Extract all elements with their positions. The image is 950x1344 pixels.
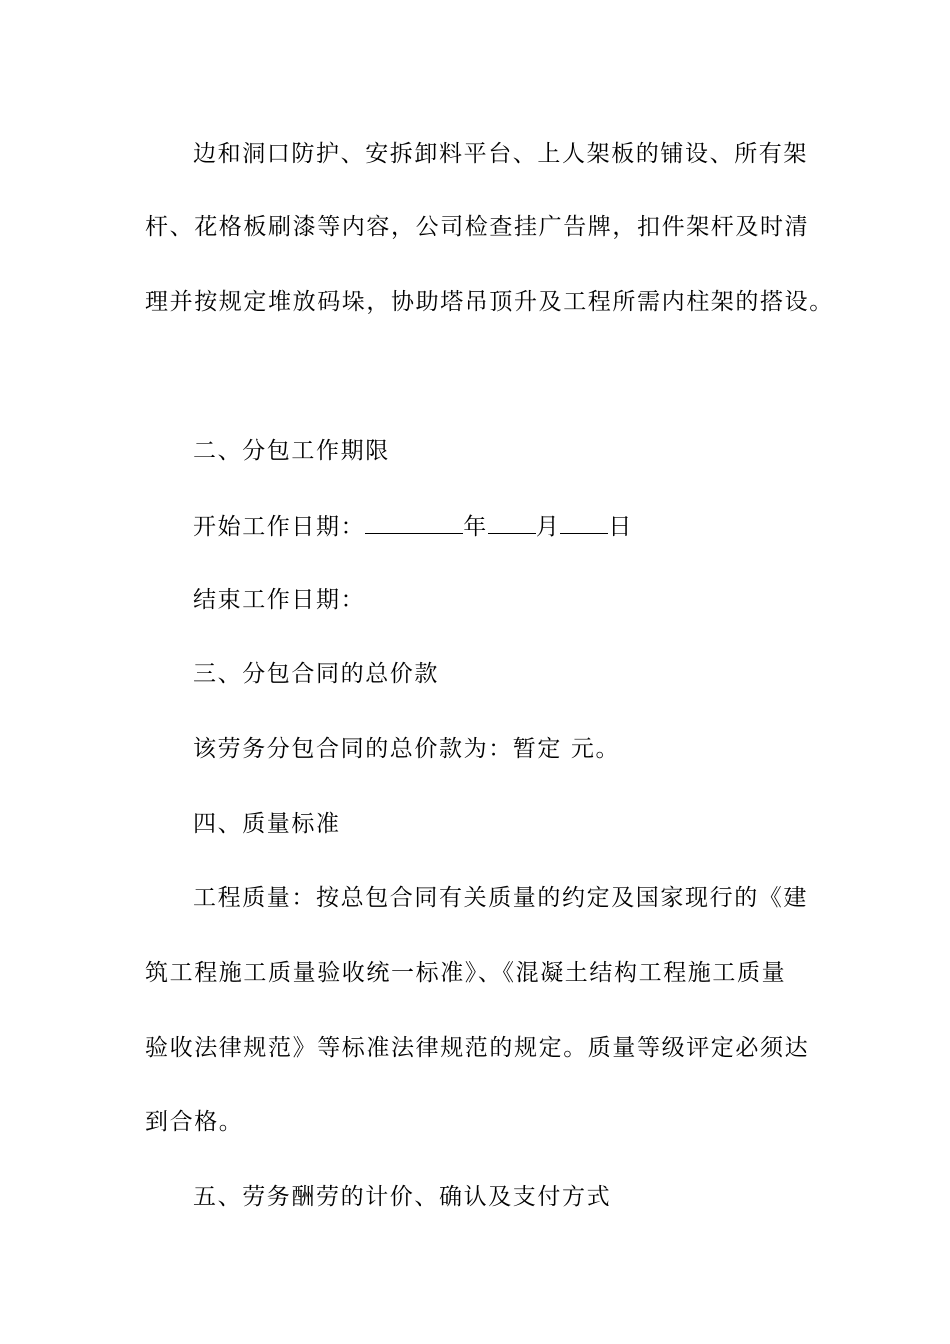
section4-heading: 四、质量标准 bbox=[193, 811, 341, 837]
quality-line-4: 到合格。 bbox=[145, 1109, 244, 1135]
day-blank bbox=[560, 511, 608, 534]
start-date-line bbox=[193, 511, 633, 541]
scope-line-3: 理并按规定堆放码垛，协助塔吊顶升及工程所需内柱架的搭设。 bbox=[145, 289, 834, 315]
total-price-text: 该劳务分包合同的总价款为：暂定 元。 bbox=[193, 736, 621, 762]
year-label: 年 bbox=[463, 514, 488, 540]
scope-line-1: 边和洞口防护、安拆卸料平台、上人架板的铺设、所有架 bbox=[193, 141, 808, 167]
end-date-line: 结束工作日期： bbox=[193, 587, 366, 613]
quality-line-3: 验收法律规范》等标准法律规范的规定。质量等级评定必须达 bbox=[145, 1035, 810, 1061]
quality-line-2: 筑工程施工质量验收统一标准》、《混凝土结构工程施工质量 bbox=[145, 960, 787, 986]
start-date-label: 开始工作日期： bbox=[193, 514, 366, 540]
section2-heading: 二、分包工作期限 bbox=[193, 438, 390, 464]
section3-heading: 三、分包合同的总价款 bbox=[193, 661, 439, 687]
day-label: 日 bbox=[608, 514, 634, 540]
section5-heading: 五、劳务酬劳的计价、确认及支付方式 bbox=[193, 1184, 612, 1210]
month-label: 月 bbox=[535, 514, 561, 540]
month-blank bbox=[488, 511, 536, 534]
year-blank bbox=[365, 511, 463, 534]
quality-line-1: 工程质量：按总包合同有关质量的约定及国家现行的《建 bbox=[193, 885, 808, 911]
scope-line-2: 杆、花格板刷漆等内容，公司检查挂广告牌，扣件架杆及时清 bbox=[145, 214, 810, 240]
